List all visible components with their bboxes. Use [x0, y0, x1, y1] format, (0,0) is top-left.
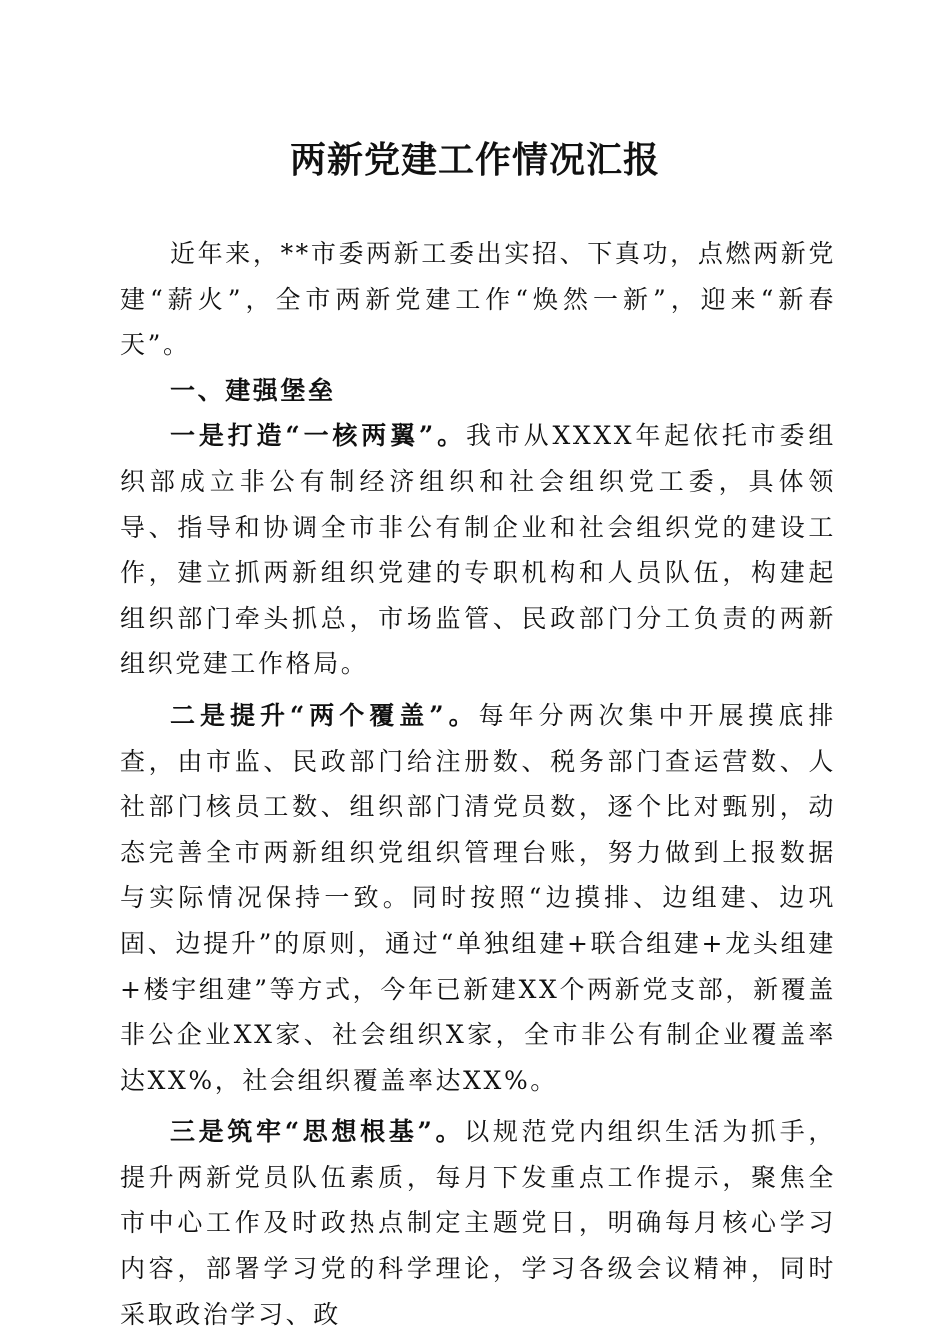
paragraph-lead: 三是筑牢“思想根基”。 — [170, 1117, 465, 1147]
paragraph-lead: 一是打造“一核两翼”。 — [170, 421, 466, 451]
paragraph-item — [120, 413, 836, 687]
document-body — [120, 231, 836, 1337]
paragraph-text: 以规范党内组织生活为抓手，提升两新党员队伍素质，每月下发重点工作提示，聚焦全市中心工作及时政热点制定主题党日，明确每月核心学习内容，部署学习党的科学理论，学习各级会议精神，同时采取政治学习、政 — [120, 1117, 836, 1329]
paragraph-text: 每年分两次集中开展摸底排查，由市监、民政部门给注册数、税务部门查运营数、人社部门核员工数、组织部门清党员数，逐个比对甄别，动态完善全市两新组织党组织管理台账，努力做到上报数据与实际情况保持一致。同时按照“边摸排、边组建、边巩固、边提升”的原则，通过“单独组建+联合组建+龙头组建+楼宇组建”等方式，今年已新建XX个两新党支部，新覆盖非公企业XX家、社会组织X家，全市非公有制企业覆盖率达XX%，社会组织覆盖率达XX%。 — [120, 700, 836, 1095]
paragraph-lead: 二是提升“两个覆盖”。 — [170, 700, 479, 730]
document-title: 两新党建工作情况汇报 — [289, 139, 660, 181]
paragraph-item — [120, 1109, 836, 1337]
intro-paragraph: 近年来，**市委两新工委出实招、下真功，点燃两新党建“薪火”，全市两新党建工作“焕然一新”，迎来“新春天”。 — [120, 239, 836, 360]
paragraph-item — [120, 693, 836, 1103]
paragraph-text: 我市从XXXX年起依托市委组织部成立非公有制经济组织和社会组织党工委，具体领导、指导和协调全市非公有制企业和社会组织党的建设工作，建立抓两新组织党建的专职机构和人员队伍，构建起组织部门牵头抓总，市场监管、民政部门分工负责的两新组织党建工作格局。 — [120, 421, 836, 679]
section-heading: 一、建强堡垒 — [170, 375, 336, 405]
